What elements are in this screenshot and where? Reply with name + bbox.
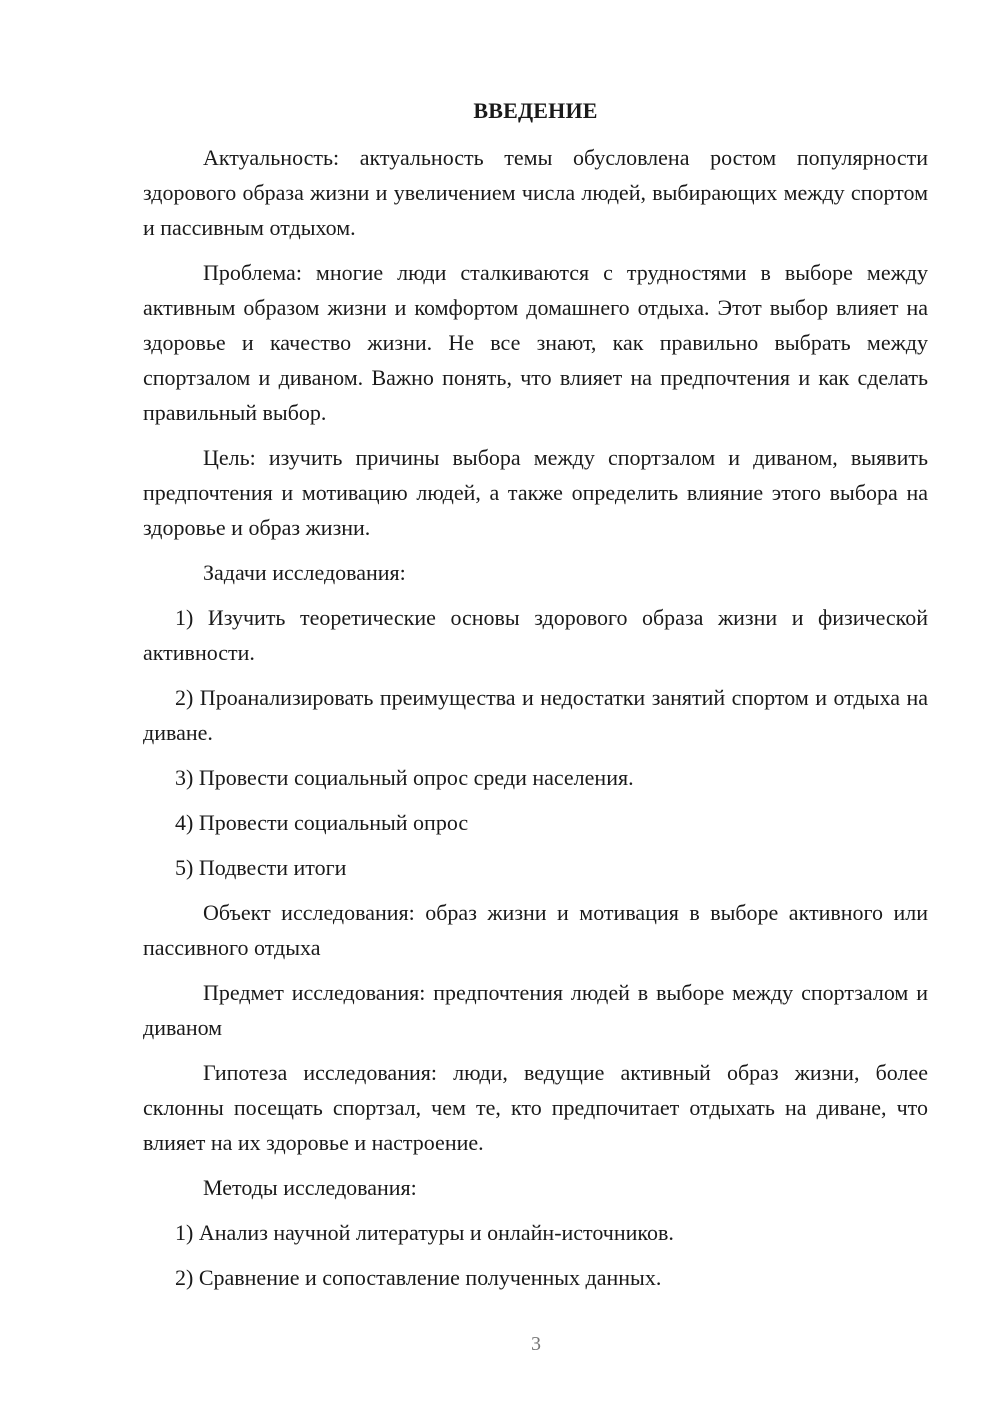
problem-paragraph: Проблема: многие люди сталкиваются с трудностями в выборе между активным образом жизни и комфортом домашнего отдыха. Этот выбор влияет на здоровье и качество жизни. Не все знают, как правильно выбрать между спортзалом и диваном. Важно понять, что влияет на предпочтения и как сделать правильный выбор. xyxy=(143,260,928,425)
page-content xyxy=(143,93,928,1305)
task-item-2: 2) Проанализировать преимущества и недостатки занятий спортом и отдыха на диване. xyxy=(143,685,928,745)
task-item-1: 1) Изучить теоретические основы здорового образа жизни и физической активности. xyxy=(143,605,928,665)
task-item-5: 5) Подвести итоги xyxy=(175,855,347,880)
hypothesis-paragraph: Гипотеза исследования: люди, ведущие активный образ жизни, более склонны посещать спортзал, чем те, кто предпочитает отдыхать на диване, что влияет на их здоровье и настроение. xyxy=(143,1060,928,1155)
task-item-3: 3) Провести социальный опрос среди населения. xyxy=(175,765,634,790)
method-item-1: 1) Анализ научной литературы и онлайн-источников. xyxy=(175,1220,674,1245)
section-title: ВВЕДЕНИЕ xyxy=(473,98,598,123)
task-item-4: 4) Провести социальный опрос xyxy=(175,810,469,835)
page-number: 3 xyxy=(531,1333,541,1355)
subject-paragraph: Предмет исследования: предпочтения людей в выборе между спортзалом и диваном xyxy=(143,980,928,1040)
methods-heading: Методы исследования: xyxy=(203,1175,417,1200)
goal-paragraph: Цель: изучить причины выбора между спортзалом и диваном, выявить предпочтения и мотивацию людей, а также определить влияние этого выбора на здоровье и образ жизни. xyxy=(143,445,928,540)
method-item-2: 2) Сравнение и сопоставление полученных данных. xyxy=(175,1265,662,1290)
tasks-heading: Задачи исследования: xyxy=(203,560,406,585)
object-paragraph: Объект исследования: образ жизни и мотивация в выборе активного или пассивного отдыха xyxy=(143,900,928,960)
relevance-paragraph: Актуальность: актуальность темы обусловлена ростом популярности здорового образа жизни и увеличением числа людей, выбирающих между спортом и пассивным отдыхом. xyxy=(143,145,928,240)
